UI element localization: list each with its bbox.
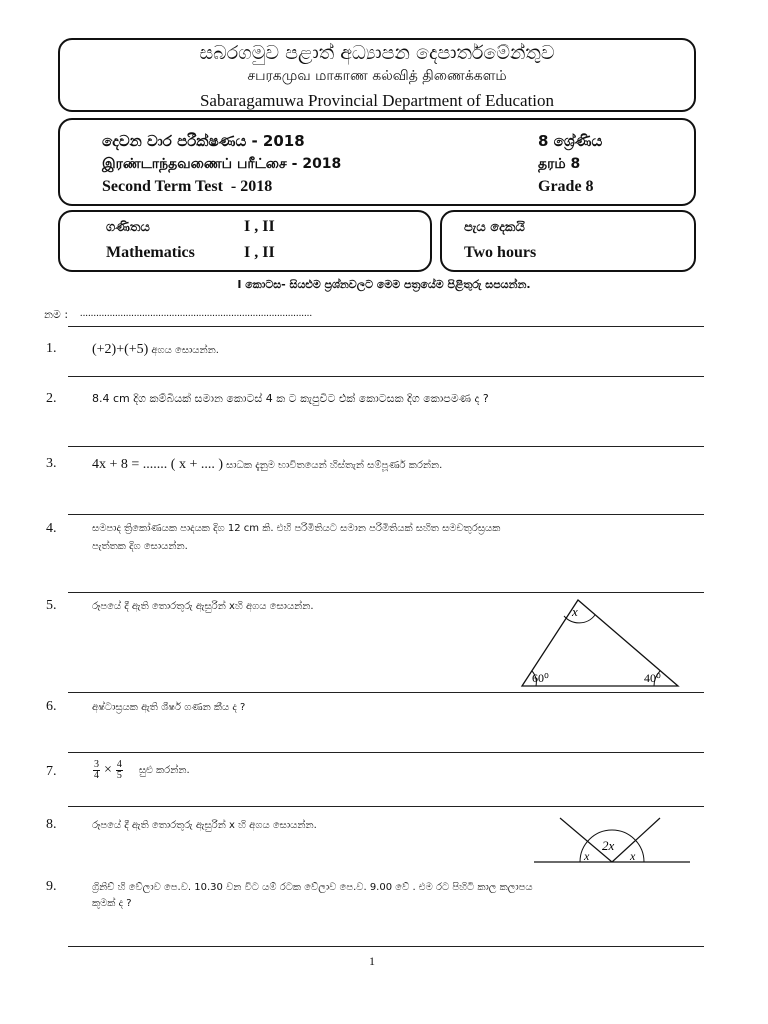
dept-sinhala: සබරගමුව පළාත් අධ්‍යාපන දෙපාර්තමේන්තුව — [199, 42, 555, 64]
question-5-text: රූපයේ දී ඇති තොරතුරු ඇසුරින් xහි අගය සොයන්න. — [92, 601, 314, 612]
subject-box — [58, 210, 432, 272]
question-number: 5. — [46, 598, 57, 613]
grade-sinhala: 8 ශ්‍රේණිය — [538, 132, 603, 150]
grade-tamil: தரம் 8 — [538, 156, 581, 172]
question-number: 3. — [46, 456, 57, 471]
answer-line — [68, 752, 704, 753]
question-number: 8. — [46, 817, 57, 832]
angle-label-left: x — [584, 849, 590, 863]
answer-line — [68, 806, 704, 807]
fraction-denominator: 5 — [116, 770, 122, 781]
grade-english: Grade 8 — [538, 178, 594, 195]
dept-english: Sabaragamuwa Provincial Department of Education — [199, 91, 555, 110]
question-4-text-line1: සමපාද ත්‍රිකෝණයක පාදයක දිග 12 cm කි. එහි පරිමිතියට සමාන පරිමිතියක් සහිත සමචතුරස්‍රයක — [92, 523, 501, 534]
answer-line — [68, 692, 704, 693]
answer-line — [68, 592, 704, 593]
angles-figure — [532, 812, 692, 866]
page-number: 1 — [369, 954, 375, 968]
question-number: 4. — [46, 521, 57, 536]
name-label: නම : — [44, 308, 69, 321]
multiply-operator: × — [104, 762, 112, 778]
exam-box — [58, 118, 696, 206]
question-9-text-line2: කුමක් ද ? — [92, 898, 132, 909]
answer-line — [68, 376, 704, 377]
question-number: 9. — [46, 879, 57, 894]
fraction-numerator: 3 — [94, 759, 99, 770]
question-number: 6. — [46, 699, 57, 714]
fraction-denominator: 4 — [94, 770, 99, 781]
angle-label-left: 60⁰ — [532, 671, 549, 685]
question-3-text: සාධක දැනුම භාවිතයෙන් හිස්තැන් සම්පූර්ණ කරන්න. — [226, 460, 443, 471]
exam-title-sinhala: දෙවන වාර පරීක්ෂණය - 2018 — [102, 132, 305, 150]
angle-label-right: x — [630, 849, 636, 863]
question-7-text: සුළු කරන්න. — [138, 765, 190, 777]
subject-papers-english: I , II — [244, 244, 275, 261]
subject-name-english: Mathematics — [106, 244, 195, 261]
angle-arc-top — [564, 615, 595, 623]
question-3 — [92, 453, 442, 477]
name-input-dots[interactable]: ...................................................................................... — [80, 308, 313, 319]
exam-title-tamil: இரண்டாந்தவணைப் பரீட்சை - 2018 — [102, 156, 342, 172]
angle-label-right: 40⁰ — [644, 671, 661, 685]
question-1-text: අගය සොයන්න. — [151, 345, 219, 356]
subject-papers: I , II — [244, 218, 275, 235]
section-instruction: I කොටස- සියළුම ප්‍රශ්නවලට මෙම පත්‍රයේම පිළිතුරු සපයන්න. — [237, 278, 531, 291]
duration-box — [440, 210, 696, 272]
header-box — [58, 38, 696, 112]
duration-english: Two hours — [464, 244, 537, 261]
fraction-numerator: 4 — [116, 759, 122, 770]
question-8-text: රූපයේ දී ඇති තොරතුරු ඇසුරින් x හි අගය සොයන්න. — [92, 820, 317, 831]
question-1 — [92, 338, 219, 362]
angle-label-middle: 2x — [602, 838, 615, 853]
ray-right — [612, 818, 660, 862]
angle-label-top: x — [572, 604, 578, 619]
dept-tamil: சபரகமுவ மாகாண கல்வித் திணைக்களம் — [247, 68, 507, 84]
question-3-expression: 4x + 8 = ....... ( x + .... ) — [92, 457, 224, 472]
fraction-3-4 — [93, 760, 100, 781]
divider — [68, 326, 704, 327]
question-2-text: 8.4 cm දිග කම්බියක් සමාන කොටස් 4 ක ට කැපුවිට එක් කොටසක දිග කොපමණ ද ? — [92, 392, 489, 405]
exam-title-english: Second Term Test - 2018 — [102, 178, 273, 195]
question-9-text-line1: ග්‍රිනිච් හි වේලාව පෙ.ව. 10.30 වන විට යම් රටක වේලාව පෙ.ව. 9.00 වේ . එම රට පිහිටි කාල කලාපය — [92, 882, 533, 893]
question-7 — [92, 760, 190, 781]
question-1-expression: (+2)+(+5) — [92, 342, 149, 357]
question-number: 7. — [46, 764, 57, 779]
answer-line — [68, 446, 704, 447]
duration-sinhala: පැය දෙකයි — [464, 220, 525, 235]
question-6-text: අෂ්ටාස්‍රයක ඇති ශීර්ෂ ගණන කීය ද ? — [92, 702, 246, 713]
question-4-text-line2: පැත්තක දිග සොයන්න. — [92, 541, 188, 552]
answer-line — [68, 514, 704, 515]
subject-name-sinhala: ගණිතය — [106, 220, 150, 235]
question-number: 1. — [46, 341, 57, 356]
triangle-figure — [516, 596, 686, 692]
fraction-4-5 — [116, 760, 123, 781]
question-number: 2. — [46, 391, 57, 406]
answer-line — [68, 946, 704, 947]
